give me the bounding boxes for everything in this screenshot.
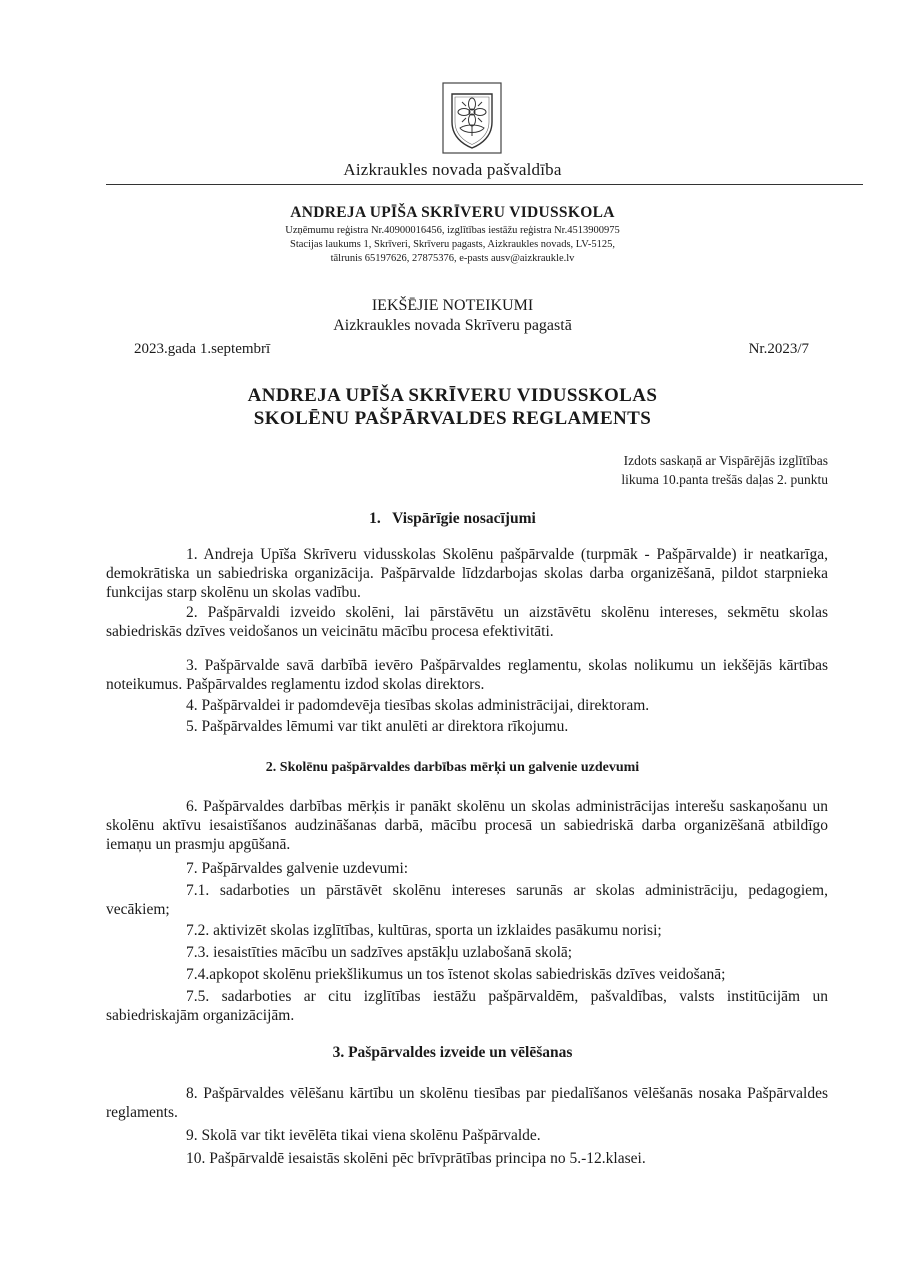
paragraph-7-2: 7.2. aktivizēt skolas izglītības, kultūras, sporta un izklaides pasākumu norisi; bbox=[186, 922, 662, 939]
legal-basis-line-1: Izdots saskaņā ar Vispārējās izglītības bbox=[623, 453, 828, 468]
section-heading-1: 1. Vispārīgie nosacījumi bbox=[369, 510, 536, 527]
coat-of-arms-icon bbox=[442, 82, 502, 154]
header-divider bbox=[106, 184, 863, 185]
paragraph-6: 6. Pašpārvaldes darbības mērķis ir panākt skolēnu un skolas administrācijas interešu saskaņošanu un skolēnu aktīvu iesaistīšanos audzināšanas darbā, mācību procesā un sabiedriskā darba organizēšanā atbildīgo iemaņu un prasmju apgūšanā. bbox=[106, 798, 828, 853]
address-line: Stacijas laukums 1, Skrīveri, Skrīveru pagasts, Aizkraukles novads, LV-5125, bbox=[290, 239, 615, 250]
school-details bbox=[0, 224, 905, 266]
section-heading-2: 2. Skolēnu pašpārvaldes darbības mērķi un galvenie uzdevumi bbox=[265, 760, 640, 775]
paragraph-9: 9. Skolā var tikt ievēlēta tikai viena skolēnu Pašpārvalde. bbox=[186, 1127, 541, 1144]
legal-basis-line-2: likuma 10.panta trešās daļas 2. punktu bbox=[621, 472, 828, 487]
paragraph-1: 1. Andreja Upīša Skrīveru vidusskolas Skolēnu pašpārvalde (turpmāk - Pašpārvalde) ir neatkarīga, demokrātiska un sabiedriska organizācija. Pašpārvalde līdzdarbojas skolas darba organizēšanā, pildot starpnieka funkcijas starp skolēnu un skolas vadību. bbox=[106, 546, 828, 601]
document-place: Aizkraukles novada Skrīveru pagastā bbox=[333, 317, 572, 334]
paragraph-2: 2. Pašpārvaldi izveido skolēni, lai pārstāvētu un aizstāvētu skolēnu intereses, sekmētu skolas sabiedriskās dzīves veidošanos un veicinātu mācību procesa efektivitāti. bbox=[106, 604, 828, 640]
title-line-2: SKOLĒNU PAŠPĀRVALDES REGLAMENTS bbox=[253, 408, 652, 429]
paragraph-10: 10. Pašpārvaldē iesaistās skolēni pēc brīvprātības principa no 5.-12.klasei. bbox=[186, 1150, 646, 1167]
school-name: ANDREJA UPĪŠA SKRĪVERU VIDUSSKOLA bbox=[290, 204, 615, 221]
municipality-name: Aizkraukles novada pašvaldība bbox=[343, 160, 562, 179]
contact-line: tālrunis 65197626, 27875376, e-pasts ausv@aizkraukle.lv bbox=[330, 253, 575, 264]
paragraph-7-3: 7.3. iesaistīties mācību un sadzīves apstākļu uzlabošanā skolā; bbox=[186, 944, 573, 961]
paragraph-3: 3. Pašpārvalde savā darbībā ievēro Pašpārvaldes reglamentu, skolas nolikumu un iekšējās kārtības noteikumus. Pašpārvaldes reglamentu izdod skolas direktors. bbox=[106, 657, 828, 693]
section-heading-3: 3. Pašpārvaldes izveide un vēlēšanas bbox=[332, 1044, 573, 1061]
title-line-1: ANDREJA UPĪŠA SKRĪVERU VIDUSSKOLAS bbox=[247, 385, 658, 406]
paragraph-7-1: 7.1. sadarboties un pārstāvēt skolēnu intereses sarunās ar skolas administrāciju, pedagogiem, vecākiem; bbox=[106, 882, 828, 918]
document-number: Nr.2023/7 bbox=[748, 341, 809, 357]
document-date: 2023.gada 1.septembrī bbox=[134, 341, 271, 357]
paragraph-7-4: 7.4.apkopot skolēnu priekšlikumus un tos īstenot skolas sabiedriskās dzīves veidošanā; bbox=[186, 966, 726, 983]
document-type: IEKŠĒJIE NOTEIKUMI bbox=[371, 297, 534, 314]
paragraph-8: 8. Pašpārvaldes vēlēšanu kārtību un skolēnu tiesības par piedalīšanos vēlēšanās nosaka Pašpārvaldes reglaments. bbox=[106, 1085, 828, 1121]
paragraph-7-5: 7.5. sadarboties ar citu izglītības iestāžu pašpārvaldēm, pašvaldības, valsts institūcijām un sabiedriskajām organizācijām. bbox=[106, 988, 828, 1024]
legal-basis bbox=[592, 451, 828, 489]
paragraph-4: 4. Pašpārvaldei ir padomdevēja tiesības skolas administrācijai, direktoram. bbox=[186, 697, 650, 714]
registry-line: Uzņēmumu reģistra Nr.40900016456, izglītības iestāžu reģistra Nr.4513900975 bbox=[285, 225, 620, 236]
paragraph-5: 5. Pašpārvaldes lēmumi var tikt anulēti ar direktora rīkojumu. bbox=[186, 718, 569, 735]
paragraph-7: 7. Pašpārvaldes galvenie uzdevumi: bbox=[186, 860, 409, 877]
document-title bbox=[0, 384, 905, 430]
